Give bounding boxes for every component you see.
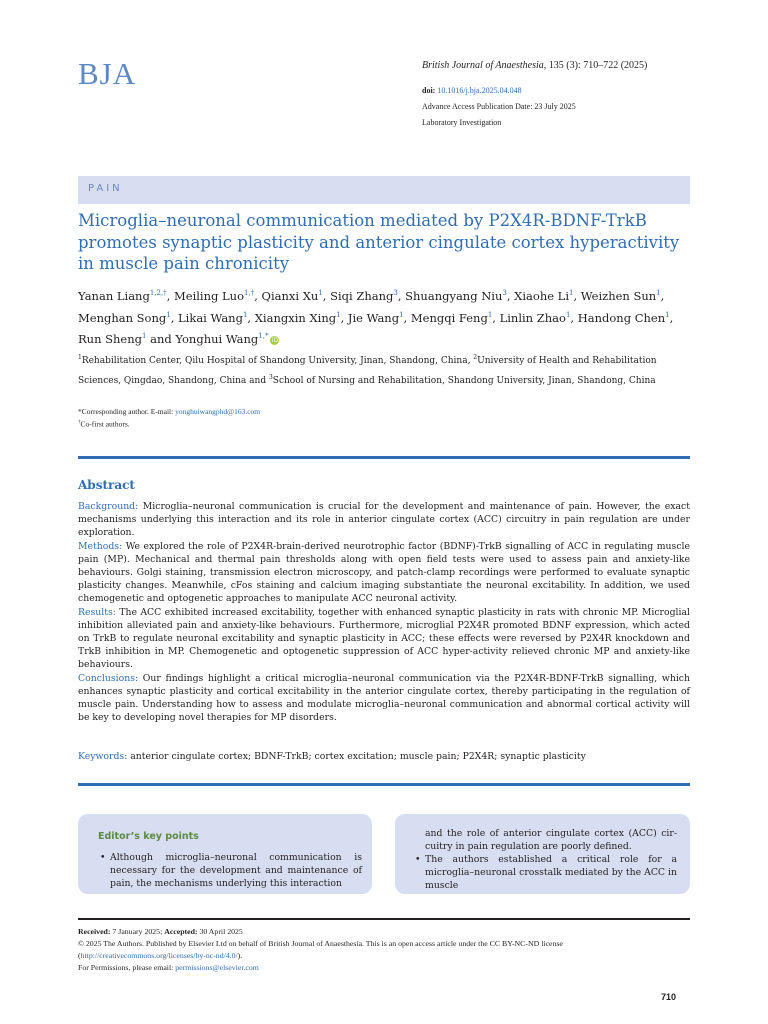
author-name: Menghan Song xyxy=(78,310,167,325)
author xyxy=(330,289,405,303)
author xyxy=(411,311,500,325)
author xyxy=(581,289,665,303)
keywords-text: anterior cingulate cortex; BDNF-TrkB; cortex excitation; muscle pain; P2X4R; synaptic plasticity xyxy=(127,751,586,762)
affiliation-text: University of Health and Rehabilitation Sciences, Qingdao, Shandong, China and xyxy=(78,356,657,386)
accepted-date: 30 April 2025 xyxy=(197,927,243,936)
corresponding-author-note xyxy=(78,406,678,417)
abstract-top-rule xyxy=(78,456,690,459)
abstract-section-text: Microglia–neuronal communication is crucial for the development and maintenance of pain. However, the exact mechanisms underlying this interaction and its role in anterior cingulate cortex (ACC) circuitry in pain regulation are under exploration. xyxy=(78,501,690,539)
key-point-bullet xyxy=(415,853,677,892)
doi-line xyxy=(422,83,722,99)
keywords-label: Keywords: xyxy=(78,751,128,762)
doi-label: doi: xyxy=(422,86,436,95)
abstract-section-text: Our findings highlight a critical microglia–neuronal communication via the P2X4R-BDNF-TrkB signalling, which enhances synaptic plasticity and cortical excitability in the anterior cingulate cortex, thereby participating in the regulation of muscle pain. Understanding how to assess and modulate microglia–neuronal communication and abnormal cortical activity will be key to developing novel therapies for MP disorders. xyxy=(78,672,690,724)
author-separator: , xyxy=(573,288,581,303)
key-points-heading: Editor’s key points xyxy=(98,831,199,842)
keywords xyxy=(78,750,690,763)
author-name: Xiangxin Xing xyxy=(254,310,337,325)
author-affiliation-marker: 1,2,† xyxy=(149,289,167,297)
orcid-icon[interactable]: iD xyxy=(271,337,279,345)
key-points-text-right xyxy=(415,827,677,892)
cofirst-text: Co-first authors. xyxy=(80,419,130,429)
author-affiliation-marker: 1 xyxy=(399,310,404,319)
author-footnotes xyxy=(78,406,678,430)
journal-logo: BJA xyxy=(78,56,137,91)
affiliation-marker: 2 xyxy=(473,354,478,361)
author xyxy=(514,289,581,303)
page-number: 710 xyxy=(660,992,676,1002)
abstract-methods xyxy=(78,540,690,606)
author-name: Siqi Zhang xyxy=(330,288,394,303)
bullet-dot: • xyxy=(415,854,421,865)
abstract-results xyxy=(78,606,690,672)
key-points-box-left xyxy=(78,814,372,894)
author xyxy=(578,311,674,325)
author-separator: and xyxy=(146,332,176,347)
author-separator: , xyxy=(397,288,406,303)
cofirst-note xyxy=(78,417,678,430)
received-label: Received: xyxy=(78,927,111,936)
corresponding-email-link[interactable]: yonghuiwangphd@163.com xyxy=(175,407,261,416)
author xyxy=(78,332,175,346)
permissions-line xyxy=(78,962,698,974)
cofirst-mark: † xyxy=(78,420,81,425)
key-point-continuation: and the role of anterior cingulate cortex (ACC) cir-cuitry in pain regulation are poorly defined. xyxy=(425,828,677,852)
author-affiliation-marker: 1,* xyxy=(258,332,269,341)
affiliation-text: Rehabilitation Center, Qilu Hospital of Shandong University, Jinan, Shandong, China, xyxy=(81,356,474,366)
author-name: Mengqi Feng xyxy=(410,310,488,325)
article-title: Microglia–neuronal communication mediated by P2X4R-BDNF-TrkB promotes synaptic plasticity and anterior cingulate cortex hyperactivity in muscle pain chronicity xyxy=(78,211,680,273)
license-statement xyxy=(78,938,698,950)
author-separator: , xyxy=(166,288,174,303)
bullet-dot: • xyxy=(100,852,106,863)
author-affiliation-marker: 1 xyxy=(318,289,323,297)
key-point-bullet xyxy=(100,851,362,890)
footer-rule xyxy=(78,918,690,920)
affiliation-marker: 1 xyxy=(78,354,82,361)
author-separator: , xyxy=(403,310,411,325)
abstract-section-label: Methods: xyxy=(78,540,123,552)
author-list xyxy=(78,284,698,349)
author-affiliation-marker: 1 xyxy=(487,310,493,319)
affiliations xyxy=(78,350,693,389)
license-text: © 2025 The Authors. Published by Elsevier Ltd on behalf of British Journal of Anaesthesia. This is an open access article under the CC BY-NC-ND license xyxy=(78,939,563,948)
author xyxy=(78,289,174,303)
abstract-background xyxy=(78,500,690,540)
key-points-box-right xyxy=(395,814,690,894)
doi-link[interactable]: 10.1016/j.bja.2025.04.048 xyxy=(437,86,522,95)
corresponding-label: *Corresponding author. E-mail: xyxy=(78,407,176,416)
author-separator: , xyxy=(660,288,665,303)
paren-close: ). xyxy=(237,951,243,960)
author xyxy=(178,311,255,325)
author-name: Handong Chen xyxy=(577,310,666,325)
key-points-text-left xyxy=(100,851,362,890)
author xyxy=(500,311,578,325)
author-name: Yanan Liang xyxy=(78,288,150,303)
author-separator: , xyxy=(340,310,348,325)
author-name: Likai Wang xyxy=(178,310,243,325)
author-name: Shuangyang Niu xyxy=(405,288,503,303)
author-affiliation-marker: 1 xyxy=(242,310,248,319)
author-affiliation-marker: 3 xyxy=(502,289,507,297)
affiliation-text: School of Nursing and Rehabilitation, Shandong University, Jinan, Shandong, China xyxy=(272,375,656,386)
license-link[interactable]: http://creativecommons.org/licenses/by-nc-nd/4.0/ xyxy=(80,951,238,960)
key-point-text: The authors established a critical role for a microglia–neuronal crosstalk mediated by the ACC in muscle xyxy=(425,854,677,891)
abstract-body xyxy=(78,500,690,724)
author-separator: , xyxy=(170,310,179,325)
abstract-section-label: Conclusions: xyxy=(78,672,139,684)
abstract-conclusions xyxy=(78,672,690,725)
author-affiliation-marker: 1 xyxy=(656,289,661,297)
author-affiliation-marker: 1,† xyxy=(244,289,255,297)
author xyxy=(174,289,262,303)
author-name: Weizhen Sun xyxy=(580,288,657,303)
author-affiliation-marker: 1 xyxy=(142,332,147,341)
author xyxy=(262,289,331,303)
accepted-label: Accepted: xyxy=(164,927,198,936)
author-name: Yonghui Wang xyxy=(175,332,259,347)
author-name: Jie Wang xyxy=(347,310,400,325)
author-name: Qianxi Xu xyxy=(261,288,319,303)
author-separator: , xyxy=(570,310,578,325)
author-name: Linlin Zhao xyxy=(499,310,566,325)
author-separator: , xyxy=(254,288,262,303)
author xyxy=(405,289,514,303)
article-type: Laboratory Investigation xyxy=(422,118,502,127)
license-url-line xyxy=(78,950,698,962)
author-separator: , xyxy=(669,310,674,325)
citation xyxy=(422,60,722,71)
advance-access-date: Advance Access Publication Date: 23 July 2025 xyxy=(422,102,576,111)
key-point-text: Although microglia–neuronal communication is necessary for the development and maintenance of pain, the mechanisms underlying this interaction xyxy=(110,852,362,889)
citation-volume: , 135 (3): 710–722 (2025) xyxy=(543,60,648,71)
journal-name: British Journal of Anaesthesia xyxy=(422,60,544,71)
abstract-section-text: We explored the role of P2X4R-brain-derived neurotrophic factor (BDNF)-TrkB signalling of ACC in regulating muscle pain (MP). Mechanical and thermal pain thresholds along with open field tests were used to assess pain and anxiety-like behaviours. Golgi staining, transmission electron microscopy, and patch-clamp recordings were performed to evaluate synaptic plasticity changes. Meanwhile, cFos staining and calcium imaging substantiate the neuronal excitability. In addition, we used chemogenetic and optogenetic approaches to manipulate ACC neuronal activity. xyxy=(78,540,690,605)
author-affiliation-marker: 1 xyxy=(166,310,171,319)
permissions-label: For Permissions, please email: xyxy=(78,963,176,972)
received-date: 7 January 2025; xyxy=(110,927,165,936)
author-separator: , xyxy=(322,288,331,303)
author xyxy=(175,332,279,346)
author xyxy=(348,311,411,325)
author-affiliation-marker: 3 xyxy=(393,289,398,297)
permissions-email-link[interactable]: permissions@elsevier.com xyxy=(175,963,259,972)
author-separator: , xyxy=(506,288,515,303)
abstract-heading: Abstract xyxy=(78,478,135,492)
author-name: Meiling Luo xyxy=(174,288,245,303)
author-affiliation-marker: 1 xyxy=(665,310,670,319)
section-band xyxy=(78,176,690,204)
affiliation-marker: 3 xyxy=(268,373,273,381)
author-affiliation-marker: 1 xyxy=(569,289,574,297)
author-affiliation-marker: 1 xyxy=(565,310,571,319)
author-name: Xiaohe Li xyxy=(514,288,569,303)
page-footer xyxy=(78,926,698,974)
journal-info xyxy=(422,60,722,131)
abstract-section-label: Results: xyxy=(78,606,116,618)
author-separator: , xyxy=(492,310,500,325)
author-separator: , xyxy=(247,310,255,325)
section-label: PAIN xyxy=(88,183,123,194)
received-accepted-dates xyxy=(78,926,698,938)
author-affiliation-marker: 1 xyxy=(336,310,341,319)
author-name: Run Sheng xyxy=(78,332,142,347)
abstract-section-text: The ACC exhibited increased excitability, together with enhanced synaptic plasticity in rats with chronic MP. Microglial inhibition alleviated pain and anxiety-like behaviours. Furthermore, microglial P2X4R promoted BDNF expression, which acted on TrkB to regulate neuronal excitability and synaptic plasticity in ACC; these effects were reversed by P2X4R knockdown and TrkB inhibition in MP. Chemogenetic and optogenetic suppression of ACC hyper-activity relieved chronic MP and anxiety-like behaviours. xyxy=(78,606,690,671)
paren-open: ( xyxy=(78,951,81,960)
author xyxy=(255,311,348,325)
abstract-bottom-rule xyxy=(78,783,690,786)
abstract-section-label: Background: xyxy=(78,501,139,512)
author xyxy=(78,311,178,325)
